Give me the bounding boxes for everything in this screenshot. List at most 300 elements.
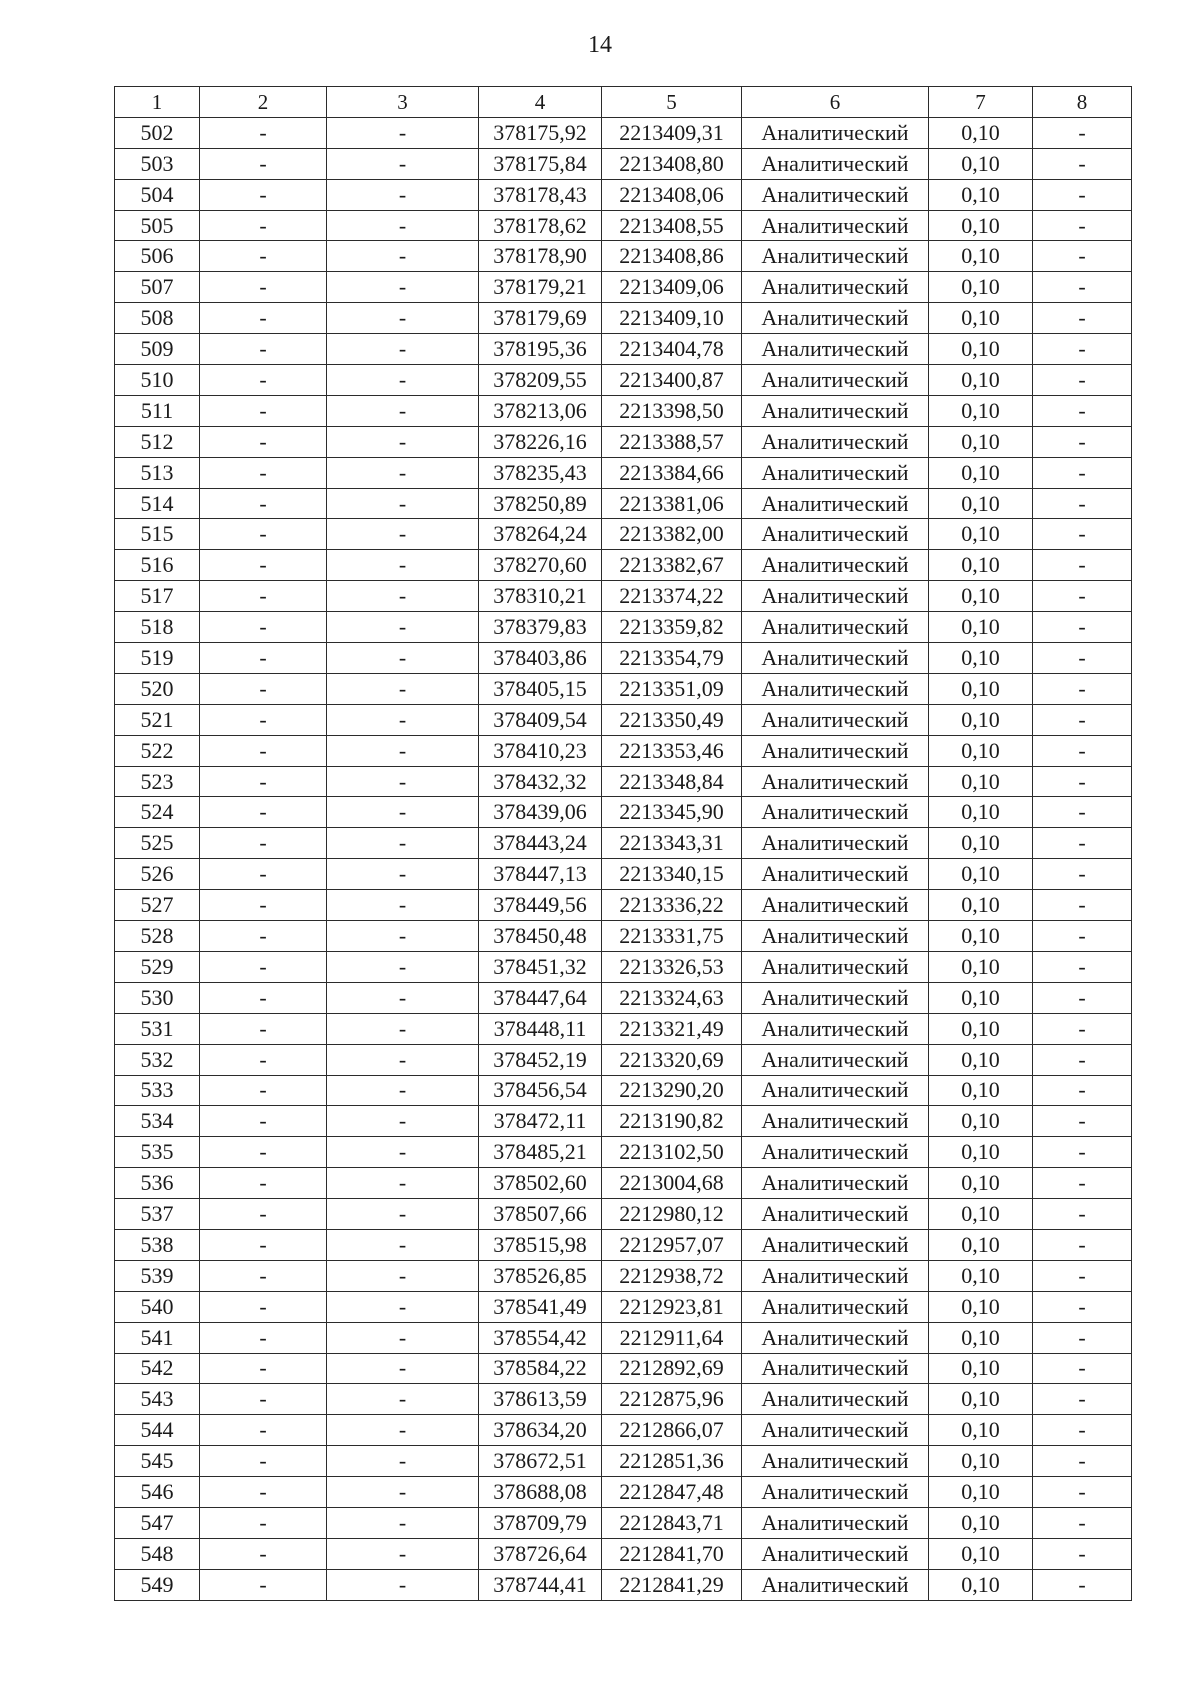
col2-cell: - [200,1538,327,1569]
point-number-cell: 520 [115,673,200,704]
coordinates-table [114,86,1132,1601]
y-coordinate-cell: 2213388,57 [602,426,742,457]
table-row [115,272,1132,303]
table-row [115,117,1132,148]
table-row [115,1229,1132,1260]
point-number-cell: 510 [115,365,200,396]
table-row [115,921,1132,952]
col8-cell: - [1033,1322,1132,1353]
col3-cell: - [327,1168,479,1199]
y-coordinate-cell: 2213384,66 [602,457,742,488]
accuracy-cell: 0,10 [929,272,1033,303]
y-coordinate-cell: 2212938,72 [602,1260,742,1291]
column-header: 8 [1033,87,1132,118]
y-coordinate-cell: 2213382,00 [602,519,742,550]
col2-cell: - [200,426,327,457]
y-coordinate-cell: 2213409,10 [602,303,742,334]
col3-cell: - [327,1477,479,1508]
x-coordinate-cell: 378379,83 [479,612,602,643]
x-coordinate-cell: 378439,06 [479,797,602,828]
x-coordinate-cell: 378178,90 [479,241,602,272]
y-coordinate-cell: 2213408,80 [602,148,742,179]
point-number-cell: 515 [115,519,200,550]
point-number-cell: 549 [115,1569,200,1600]
col3-cell: - [327,426,479,457]
x-coordinate-cell: 378452,19 [479,1044,602,1075]
method-cell: Аналитический [742,735,929,766]
col2-cell: - [200,797,327,828]
table-row [115,241,1132,272]
method-cell: Аналитический [742,1415,929,1446]
col8-cell: - [1033,1013,1132,1044]
method-cell: Аналитический [742,241,929,272]
col3-cell: - [327,1260,479,1291]
accuracy-cell: 0,10 [929,951,1033,982]
table-row [115,612,1132,643]
col2-cell: - [200,457,327,488]
col2-cell: - [200,612,327,643]
method-cell: Аналитический [742,1538,929,1569]
col2-cell: - [200,1446,327,1477]
method-cell: Аналитический [742,1199,929,1230]
col3-cell: - [327,395,479,426]
point-number-cell: 521 [115,704,200,735]
col8-cell: - [1033,612,1132,643]
x-coordinate-cell: 378507,66 [479,1199,602,1230]
col8-cell: - [1033,519,1132,550]
accuracy-cell: 0,10 [929,365,1033,396]
accuracy-cell: 0,10 [929,1044,1033,1075]
method-cell: Аналитический [742,550,929,581]
point-number-cell: 504 [115,179,200,210]
y-coordinate-cell: 2213398,50 [602,395,742,426]
x-coordinate-cell: 378432,32 [479,766,602,797]
accuracy-cell: 0,10 [929,1353,1033,1384]
y-coordinate-cell: 2213004,68 [602,1168,742,1199]
point-number-cell: 526 [115,859,200,890]
accuracy-cell: 0,10 [929,148,1033,179]
point-number-cell: 505 [115,210,200,241]
col8-cell: - [1033,1229,1132,1260]
accuracy-cell: 0,10 [929,117,1033,148]
col8-cell: - [1033,241,1132,272]
col3-cell: - [327,1013,479,1044]
table-row [115,828,1132,859]
x-coordinate-cell: 378541,49 [479,1291,602,1322]
col2-cell: - [200,1106,327,1137]
col3-cell: - [327,148,479,179]
method-cell: Аналитический [742,303,929,334]
col8-cell: - [1033,1507,1132,1538]
col2-cell: - [200,488,327,519]
accuracy-cell: 0,10 [929,179,1033,210]
accuracy-cell: 0,10 [929,643,1033,674]
col3-cell: - [327,643,479,674]
accuracy-cell: 0,10 [929,673,1033,704]
col3-cell: - [327,210,479,241]
col2-cell: - [200,1137,327,1168]
table-row [115,1353,1132,1384]
y-coordinate-cell: 2213354,79 [602,643,742,674]
table-row [115,1477,1132,1508]
table-row [115,1013,1132,1044]
method-cell: Аналитический [742,797,929,828]
method-cell: Аналитический [742,334,929,365]
method-cell: Аналитический [742,859,929,890]
y-coordinate-cell: 2212843,71 [602,1507,742,1538]
accuracy-cell: 0,10 [929,550,1033,581]
col3-cell: - [327,766,479,797]
col8-cell: - [1033,1415,1132,1446]
col2-cell: - [200,643,327,674]
point-number-cell: 542 [115,1353,200,1384]
table-row [115,1291,1132,1322]
method-cell: Аналитический [742,673,929,704]
col2-cell: - [200,210,327,241]
accuracy-cell: 0,10 [929,1384,1033,1415]
y-coordinate-cell: 2212841,70 [602,1538,742,1569]
y-coordinate-cell: 2212923,81 [602,1291,742,1322]
accuracy-cell: 0,10 [929,1507,1033,1538]
accuracy-cell: 0,10 [929,766,1033,797]
method-cell: Аналитический [742,1291,929,1322]
x-coordinate-cell: 378213,06 [479,395,602,426]
table-body [115,117,1132,1600]
col2-cell: - [200,1477,327,1508]
accuracy-cell: 0,10 [929,241,1033,272]
table-row [115,1106,1132,1137]
method-cell: Аналитический [742,581,929,612]
y-coordinate-cell: 2213400,87 [602,365,742,396]
col8-cell: - [1033,859,1132,890]
table-row [115,179,1132,210]
table-row [115,673,1132,704]
point-number-cell: 524 [115,797,200,828]
accuracy-cell: 0,10 [929,426,1033,457]
accuracy-cell: 0,10 [929,1569,1033,1600]
accuracy-cell: 0,10 [929,1415,1033,1446]
y-coordinate-cell: 2212847,48 [602,1477,742,1508]
table-row [115,1569,1132,1600]
point-number-cell: 508 [115,303,200,334]
col2-cell: - [200,395,327,426]
col2-cell: - [200,1291,327,1322]
col8-cell: - [1033,303,1132,334]
col2-cell: - [200,303,327,334]
accuracy-cell: 0,10 [929,1106,1033,1137]
point-number-cell: 528 [115,921,200,952]
col3-cell: - [327,334,479,365]
y-coordinate-cell: 2213340,15 [602,859,742,890]
method-cell: Аналитический [742,1044,929,1075]
col2-cell: - [200,365,327,396]
col8-cell: - [1033,1106,1132,1137]
accuracy-cell: 0,10 [929,488,1033,519]
accuracy-cell: 0,10 [929,303,1033,334]
col8-cell: - [1033,828,1132,859]
table-header [115,87,1132,118]
table-row [115,643,1132,674]
point-number-cell: 531 [115,1013,200,1044]
table-row [115,1446,1132,1477]
x-coordinate-cell: 378456,54 [479,1075,602,1106]
page-number: 14 [588,32,612,58]
col2-cell: - [200,1353,327,1384]
method-cell: Аналитический [742,457,929,488]
accuracy-cell: 0,10 [929,921,1033,952]
x-coordinate-cell: 378264,24 [479,519,602,550]
method-cell: Аналитический [742,210,929,241]
x-coordinate-cell: 378310,21 [479,581,602,612]
col3-cell: - [327,921,479,952]
method-cell: Аналитический [742,272,929,303]
table-row [115,148,1132,179]
y-coordinate-cell: 2213324,63 [602,982,742,1013]
method-cell: Аналитический [742,1507,929,1538]
x-coordinate-cell: 378178,62 [479,210,602,241]
table-row [115,797,1132,828]
col2-cell: - [200,766,327,797]
accuracy-cell: 0,10 [929,890,1033,921]
accuracy-cell: 0,10 [929,1291,1033,1322]
col2-cell: - [200,581,327,612]
col3-cell: - [327,241,479,272]
point-number-cell: 548 [115,1538,200,1569]
table-row [115,1044,1132,1075]
table-row [115,488,1132,519]
col8-cell: - [1033,1137,1132,1168]
point-number-cell: 537 [115,1199,200,1230]
table-row [115,334,1132,365]
col3-cell: - [327,982,479,1013]
accuracy-cell: 0,10 [929,334,1033,365]
col8-cell: - [1033,921,1132,952]
point-number-cell: 509 [115,334,200,365]
point-number-cell: 513 [115,457,200,488]
x-coordinate-cell: 378409,54 [479,704,602,735]
x-coordinate-cell: 378175,92 [479,117,602,148]
x-coordinate-cell: 378447,64 [479,982,602,1013]
method-cell: Аналитический [742,1569,929,1600]
x-coordinate-cell: 378449,56 [479,890,602,921]
y-coordinate-cell: 2213374,22 [602,581,742,612]
x-coordinate-cell: 378179,69 [479,303,602,334]
col2-cell: - [200,673,327,704]
col3-cell: - [327,457,479,488]
col2-cell: - [200,148,327,179]
col2-cell: - [200,1322,327,1353]
col2-cell: - [200,1168,327,1199]
column-header: 5 [602,87,742,118]
point-number-cell: 503 [115,148,200,179]
y-coordinate-cell: 2213348,84 [602,766,742,797]
col3-cell: - [327,179,479,210]
point-number-cell: 502 [115,117,200,148]
table-row [115,1137,1132,1168]
table-row [115,303,1132,334]
column-header: 4 [479,87,602,118]
table-row [115,457,1132,488]
col3-cell: - [327,704,479,735]
table-row [115,859,1132,890]
method-cell: Аналитический [742,1353,929,1384]
x-coordinate-cell: 378410,23 [479,735,602,766]
point-number-cell: 538 [115,1229,200,1260]
col2-cell: - [200,921,327,952]
method-cell: Аналитический [742,612,929,643]
accuracy-cell: 0,10 [929,581,1033,612]
point-number-cell: 532 [115,1044,200,1075]
y-coordinate-cell: 2213409,31 [602,117,742,148]
accuracy-cell: 0,10 [929,982,1033,1013]
table-row [115,395,1132,426]
col2-cell: - [200,550,327,581]
method-cell: Аналитический [742,982,929,1013]
col8-cell: - [1033,457,1132,488]
col3-cell: - [327,1075,479,1106]
accuracy-cell: 0,10 [929,395,1033,426]
y-coordinate-cell: 2213351,09 [602,673,742,704]
col8-cell: - [1033,982,1132,1013]
accuracy-cell: 0,10 [929,828,1033,859]
method-cell: Аналитический [742,148,929,179]
method-cell: Аналитический [742,766,929,797]
y-coordinate-cell: 2212957,07 [602,1229,742,1260]
y-coordinate-cell: 2213353,46 [602,735,742,766]
y-coordinate-cell: 2213343,31 [602,828,742,859]
x-coordinate-cell: 378175,84 [479,148,602,179]
col8-cell: - [1033,210,1132,241]
accuracy-cell: 0,10 [929,859,1033,890]
col2-cell: - [200,179,327,210]
col3-cell: - [327,890,479,921]
col2-cell: - [200,117,327,148]
table-row [115,1168,1132,1199]
col8-cell: - [1033,673,1132,704]
col8-cell: - [1033,704,1132,735]
table-row [115,210,1132,241]
col8-cell: - [1033,1168,1132,1199]
method-cell: Аналитический [742,951,929,982]
column-header: 6 [742,87,929,118]
col8-cell: - [1033,488,1132,519]
method-cell: Аналитический [742,828,929,859]
x-coordinate-cell: 378672,51 [479,1446,602,1477]
point-number-cell: 546 [115,1477,200,1508]
point-number-cell: 530 [115,982,200,1013]
y-coordinate-cell: 2213320,69 [602,1044,742,1075]
x-coordinate-cell: 378235,43 [479,457,602,488]
method-cell: Аналитический [742,1384,929,1415]
x-coordinate-cell: 378443,24 [479,828,602,859]
x-coordinate-cell: 378403,86 [479,643,602,674]
col8-cell: - [1033,890,1132,921]
col3-cell: - [327,272,479,303]
col8-cell: - [1033,1477,1132,1508]
point-number-cell: 518 [115,612,200,643]
table-row [115,365,1132,396]
y-coordinate-cell: 2212851,36 [602,1446,742,1477]
col8-cell: - [1033,1538,1132,1569]
x-coordinate-cell: 378178,43 [479,179,602,210]
col2-cell: - [200,735,327,766]
col8-cell: - [1033,1384,1132,1415]
point-number-cell: 525 [115,828,200,859]
y-coordinate-cell: 2213359,82 [602,612,742,643]
point-number-cell: 519 [115,643,200,674]
table-row [115,704,1132,735]
y-coordinate-cell: 2213345,90 [602,797,742,828]
method-cell: Аналитический [742,643,929,674]
col8-cell: - [1033,1291,1132,1322]
point-number-cell: 545 [115,1446,200,1477]
x-coordinate-cell: 378179,21 [479,272,602,303]
point-number-cell: 514 [115,488,200,519]
accuracy-cell: 0,10 [929,735,1033,766]
table-row [115,1199,1132,1230]
column-header: 1 [115,87,200,118]
col3-cell: - [327,488,479,519]
x-coordinate-cell: 378726,64 [479,1538,602,1569]
col8-cell: - [1033,1446,1132,1477]
y-coordinate-cell: 2213290,20 [602,1075,742,1106]
col3-cell: - [327,519,479,550]
method-cell: Аналитический [742,1260,929,1291]
table-row [115,1075,1132,1106]
y-coordinate-cell: 2213382,67 [602,550,742,581]
col8-cell: - [1033,581,1132,612]
col8-cell: - [1033,1199,1132,1230]
col2-cell: - [200,334,327,365]
col3-cell: - [327,1106,479,1137]
col8-cell: - [1033,797,1132,828]
col2-cell: - [200,1199,327,1230]
col3-cell: - [327,859,479,890]
col3-cell: - [327,117,479,148]
col3-cell: - [327,735,479,766]
table-row [115,1260,1132,1291]
accuracy-cell: 0,10 [929,1075,1033,1106]
method-cell: Аналитический [742,488,929,519]
accuracy-cell: 0,10 [929,797,1033,828]
col3-cell: - [327,1507,479,1538]
y-coordinate-cell: 2212892,69 [602,1353,742,1384]
point-number-cell: 507 [115,272,200,303]
y-coordinate-cell: 2212875,96 [602,1384,742,1415]
x-coordinate-cell: 378448,11 [479,1013,602,1044]
col3-cell: - [327,1137,479,1168]
accuracy-cell: 0,10 [929,1229,1033,1260]
table-row [115,1322,1132,1353]
table-row [115,951,1132,982]
point-number-cell: 512 [115,426,200,457]
col2-cell: - [200,951,327,982]
x-coordinate-cell: 378526,85 [479,1260,602,1291]
y-coordinate-cell: 2212866,07 [602,1415,742,1446]
y-coordinate-cell: 2212980,12 [602,1199,742,1230]
col2-cell: - [200,272,327,303]
accuracy-cell: 0,10 [929,612,1033,643]
col3-cell: - [327,1446,479,1477]
point-number-cell: 541 [115,1322,200,1353]
y-coordinate-cell: 2213408,06 [602,179,742,210]
point-number-cell: 544 [115,1415,200,1446]
y-coordinate-cell: 2213102,50 [602,1137,742,1168]
method-cell: Аналитический [742,1168,929,1199]
method-cell: Аналитический [742,1322,929,1353]
y-coordinate-cell: 2212911,64 [602,1322,742,1353]
x-coordinate-cell: 378195,36 [479,334,602,365]
